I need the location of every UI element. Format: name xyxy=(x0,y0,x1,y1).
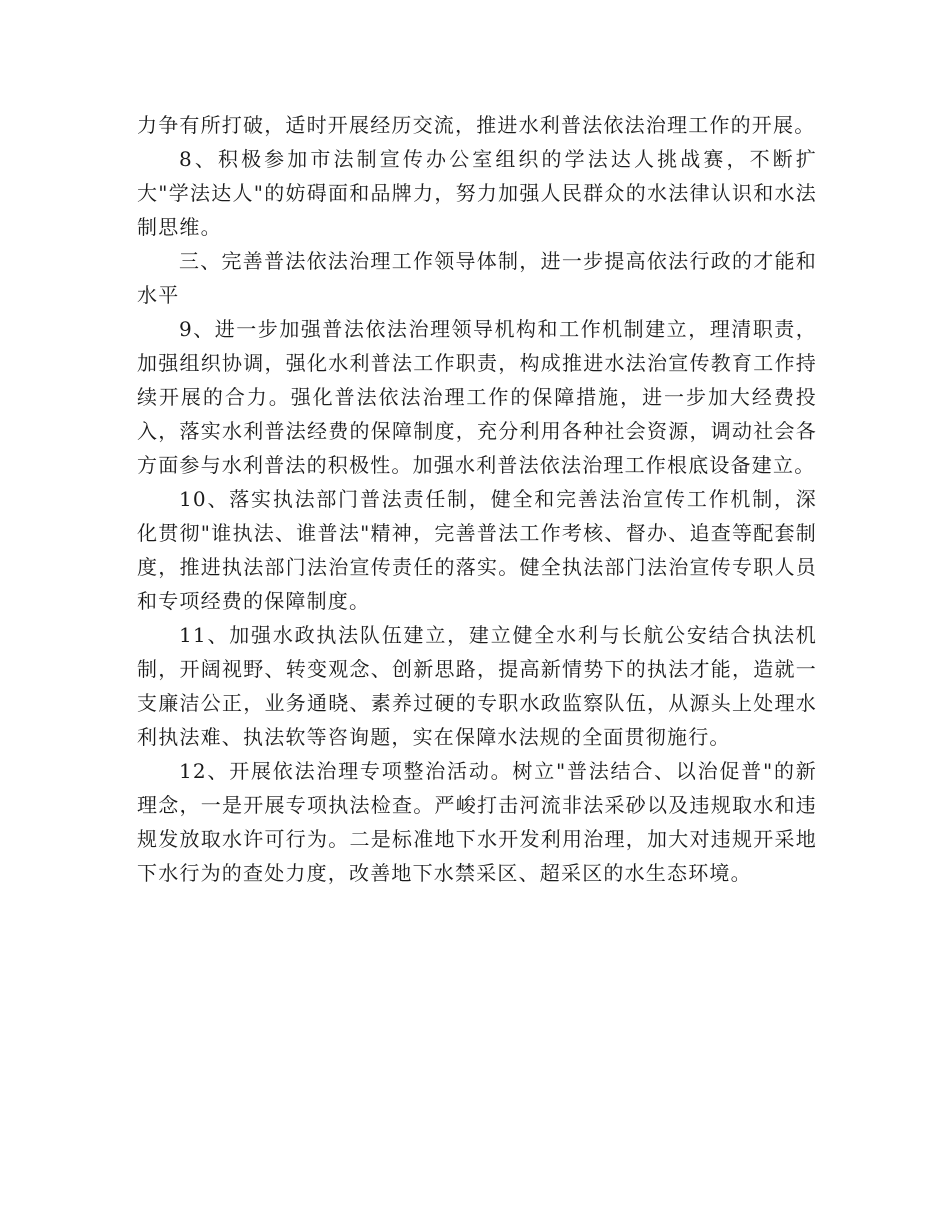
paragraph-item-9: 9、进一步加强普法依法治理领导机构和工作机制建立，理清职责，加强组织协调，强化水利普法工作职责，构成推进水法治宣传教育工作持续开展的合力。强化普法依法治理工作的保障措施，进一步加大经费投入，落实水利普法经费的保障制度，充分利用各种社会资源，调动社会各方面参与水利普法的积极性。加强水利普法依法治理工作根底设备建立。 xyxy=(137,317,817,477)
paragraph-item-12: 12、开展依法治理专项整治活动。树立"普法结合、以治促普"的新理念，一是开展专项执法检查。严峻打击河流非法采砂以及违规取水和违规发放取水许可行为。二是标准地下水开发利用治理，加大对违规开采地下水行为的查处力度，改善地下水禁采区、超采区的水生态环境。 xyxy=(137,759,817,885)
paragraph-item-8: 8、积极参加市法制宣传办公室组织的学法达人挑战赛，不断扩大"学法达人"的妨碍面和品牌力，努力加强人民群众的水法律认识和水法制思维。 xyxy=(137,147,817,239)
section-heading-3: 三、完善普法依法治理工作领导体制，进一步提高依法行政的才能和水平 xyxy=(137,249,817,307)
paragraph-item-10: 10、落实执法部门普法责任制，健全和完善法治宣传工作机制，深化贯彻"谁执法、谁普法"精神，完善普法工作考核、督办、追查等配套制度，推进执法部门法治宣传责任的落实。健全执法部门法治宣传专职人员和专项经费的保障制度。 xyxy=(137,487,817,613)
paragraph-continuation: 力争有所打破，适时开展经历交流，推进水利普法依法治理工作的开展。 xyxy=(137,113,816,137)
paragraph-item-11: 11、加强水政执法队伍建立，建立健全水利与长航公安结合执法机制，开阔视野、转变观念、创新思路，提高新情势下的执法才能，造就一支廉洁公正，业务通晓、素养过硬的专职水政监察队伍，从源头上处理水利执法难、执法软等咨询题，实在保障水法规的全面贯彻施行。 xyxy=(137,623,817,749)
document-body xyxy=(137,108,817,890)
